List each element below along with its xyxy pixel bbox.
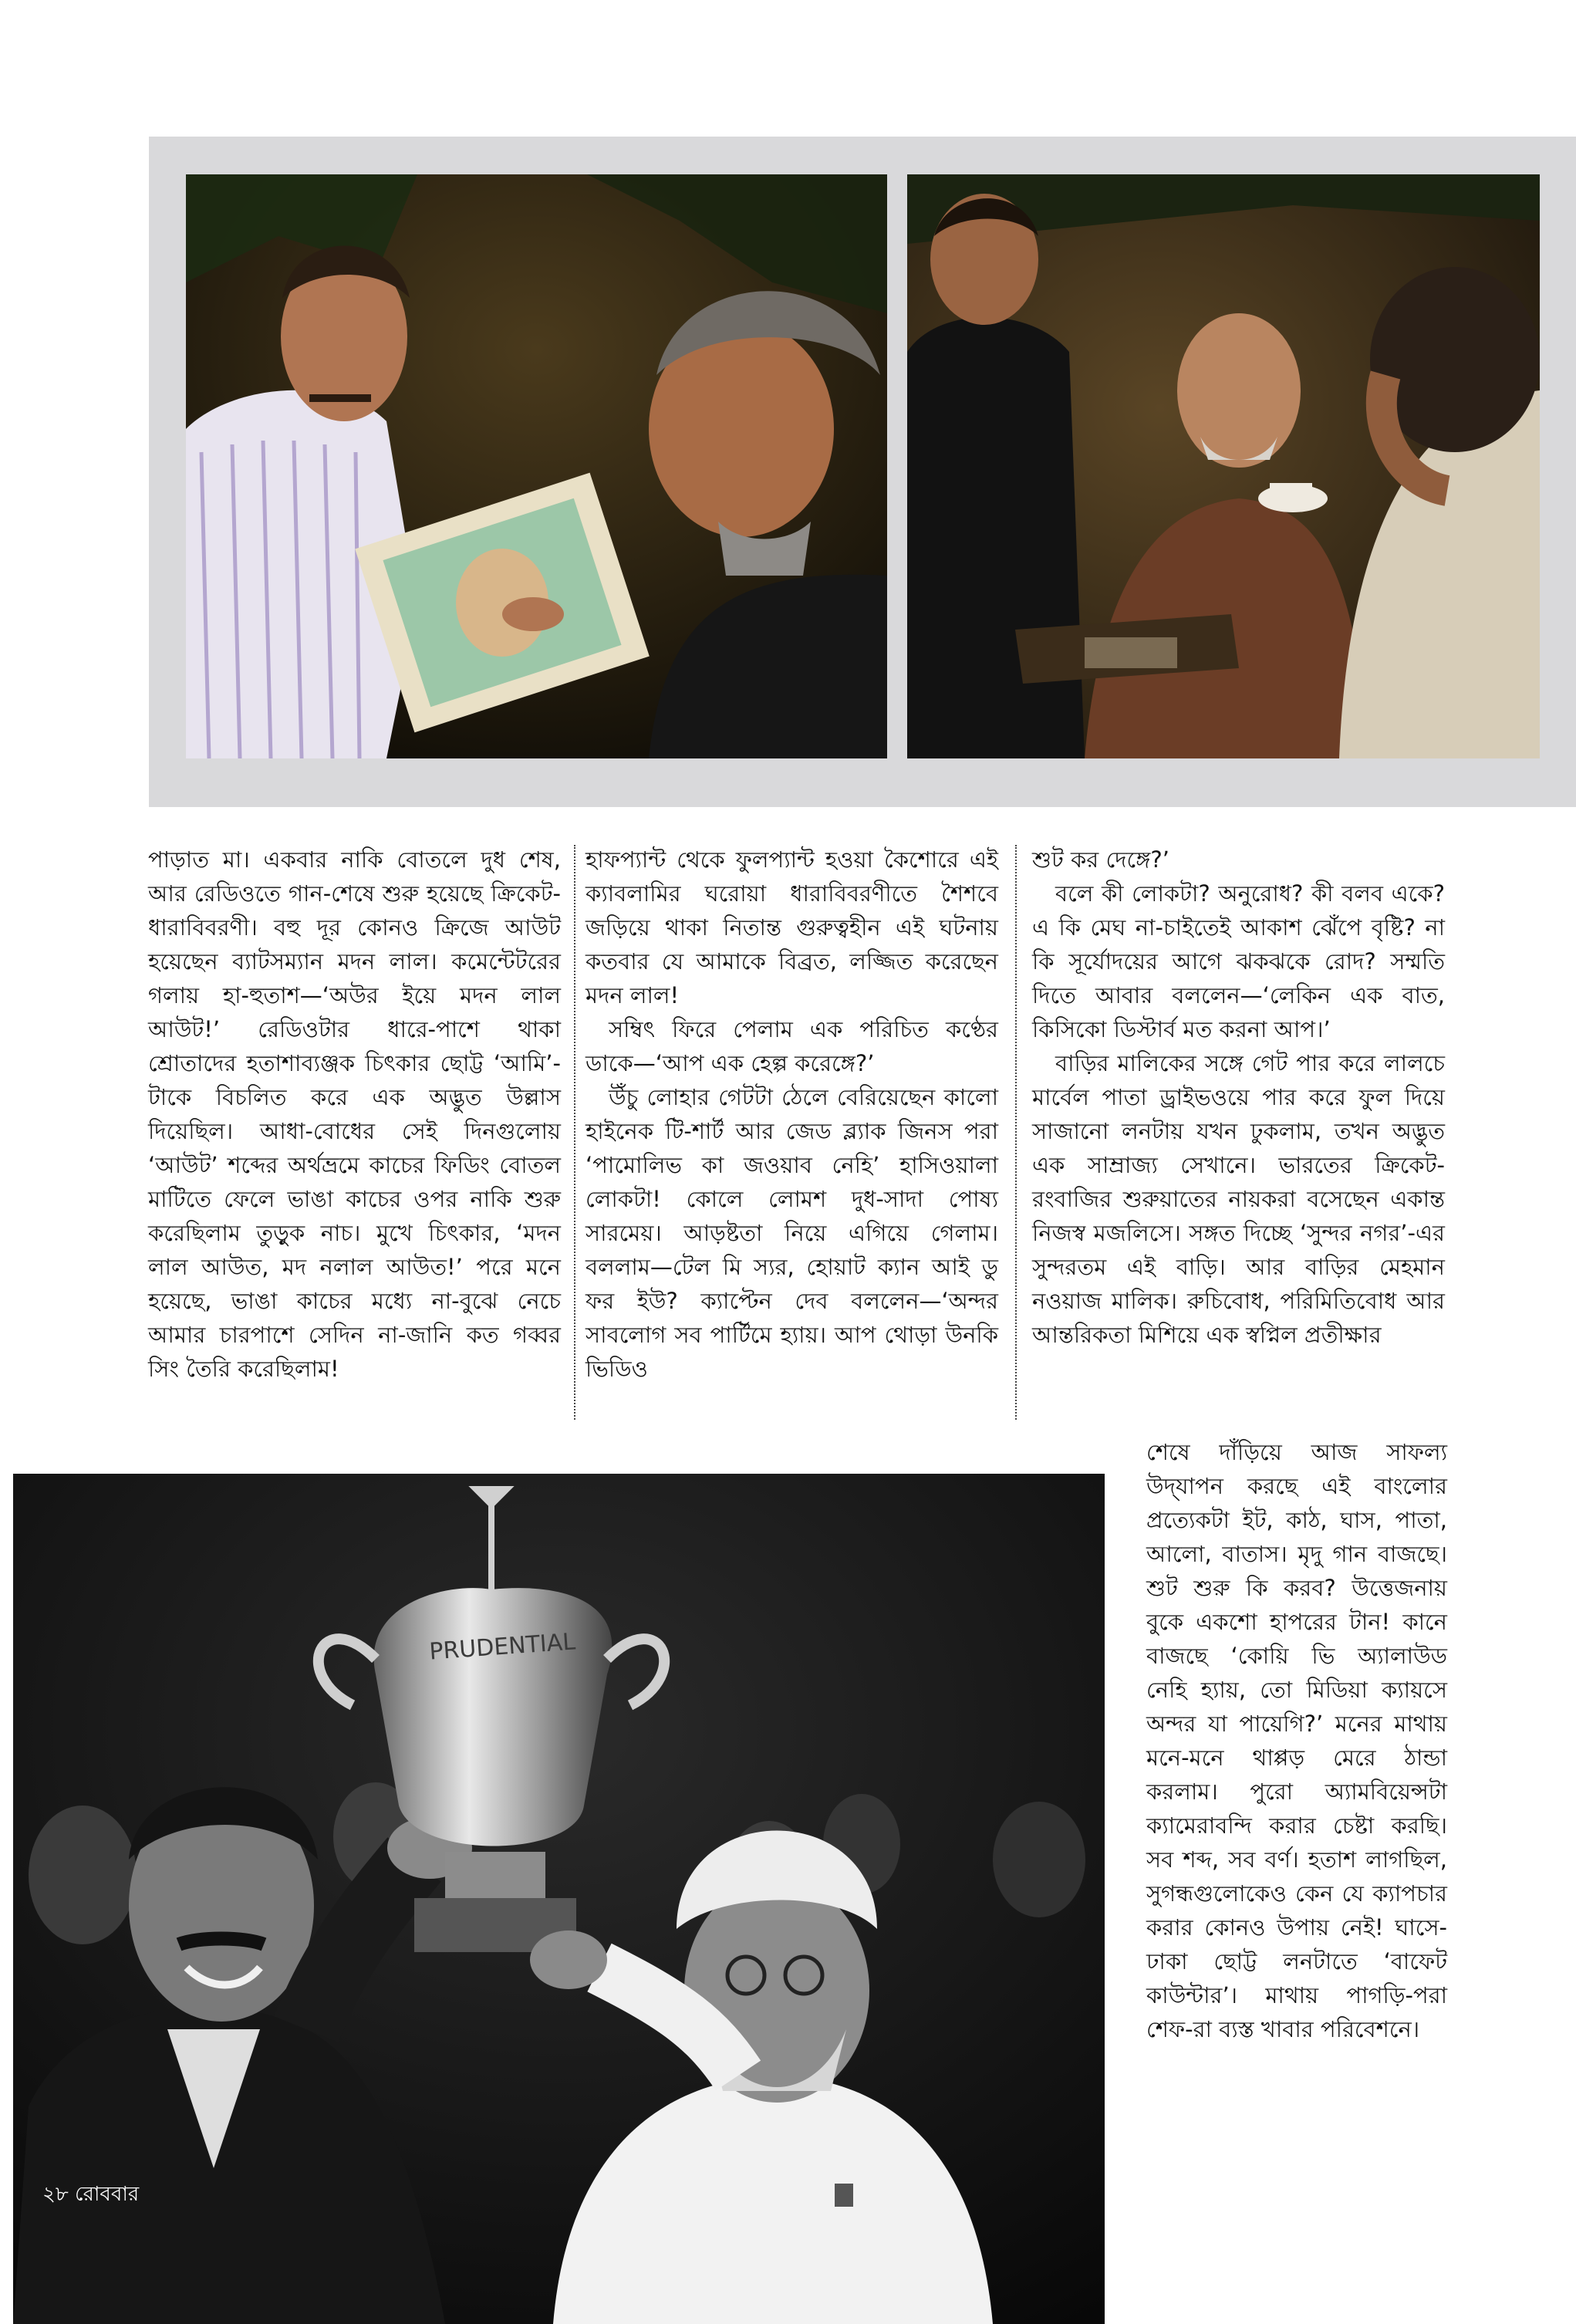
article-paragraph: বলে কী লোকটা? অনুরোধ? কী বলব একে? এ কি মেঘ না-চাইতেই আকাশ ঝেঁপে বৃষ্টি? না কি সূর্যোদয়ের আগে ঝকঝকে রোদ? সম্মতি দিতে আবার বললেন—‘লেকিন এক বাত, কিসিকো ডিস্টার্ব মত করনা আপ।’ [1032, 880, 1445, 1042]
article-paragraph: হাফপ্যান্ট থেকে ফুলপ্যান্ট হওয়া কৈশোরে এই ক্যাবলামির ঘরোয়া ধারাবিবরণীতে শৈশবে জড়িয়ে থাকা নিতান্ত গুরুত্বহীন এই ঘটনায় কতবার যে আমাকে বিব্রত, লজ্জিত করেছেন মদন লাল! [586, 846, 998, 1008]
photo-signing-portrait [186, 174, 887, 758]
column-divider [1015, 845, 1017, 1420]
page-folio: ২৮ রোববার [42, 2183, 140, 2206]
column-divider [574, 845, 575, 1420]
photo-trophy-presentation [13, 1474, 1105, 2324]
article-paragraph: শেষে দাঁড়িয়ে আজ সাফল্য উদ্‌যাপন করছে এই বাংলোর প্রত্যেকটা ইট, কাঠ, ঘাস, পাতা, আলো, বাতাস। মৃদু গান বাজছে। শুট শুরু কি করব? উত্তেজনায় বুকে একশো হাপরের টান! কানে বাজছে ‘কোয়ি ভি অ্যালাউড নেহি হ্যায়, তো মিডিয়া ক্যায়সে অন্দর যা পায়েগি?’ মনের মাথায় মনে-মনে থাপ্পড় মেরে ঠান্ডা করলাম। পুরো অ্যামবিয়েন্সটা ক্যামেরাবন্দি করার চেষ্টা করছি। সব শব্দ, সব বর্ণ। হতাশ লাগছিল, সুগন্ধগুলোকেও কেন যে ক্যাপচার করার কোনও উপায় নেই! ঘাসে-ঢাকা ছোট্ট লনটাতে ‘বাফেট কাউন্টার’। মাথায় পাগড়ি-পরা শেফ-রা ব্যস্ত খাবার পরিবেশনে। [1146, 1439, 1447, 2042]
article-column-2 [586, 843, 998, 1386]
article-column-1 [148, 843, 561, 1386]
article-paragraph: সম্বিৎ ফিরে পেলাম এক পরিচিত কণ্ঠের ডাকে—‘আপ এক হেল্প করেঙ্গে?’ [586, 1016, 998, 1076]
trophy-engraving: PRUDENTIAL [428, 1628, 577, 1666]
article-paragraph: উঁচু লোহার গেটটা ঠেলে বেরিয়েছেন কালো হাইনেক টি-শার্ট আর জেড ব্ল্যাক জিনস পরা ‘পামোলিভ কা জওয়াব নেহি’ হাসিওয়ালা লোকটা! কোলে লোমশ দুধ-সাদা পোষ্য সারমেয়। আড়ষ্টতা নিয়ে এগিয়ে গেলাম। বললাম—টেল মি স্যর, হোয়াট ক্যান আই ডু ফর ইউ? ক্যাপ্টেন দেব বললেন—‘অন্দর সাবলোগ সব পার্টিমে হ্যায়। আপ থোড়া উনকি ভিডিও [586, 1084, 998, 1382]
article-paragraph: শুট কর দেঙ্গে?’ [1032, 846, 1169, 873]
article-column-3 [1032, 843, 1445, 1352]
article-paragraph: বাড়ির মালিকের সঙ্গে গেট পার করে লালচে মার্বেল পাতা ড্রাইভওয়ে পার করে ফুল দিয়ে সাজানো লনটায় যখন ঢুকলাম, তখন অদ্ভুত এক সাম্রাজ্য সেখানে। ভারতের ক্রিকেট-রংবাজির শুরুয়াতের নায়করা বসেছেন একান্ত নিজস্ব মজলিসে। সঙ্গত দিচ্ছে ‘সুন্দর নগর’-এর সুন্দরতম এই বাড়ি। আর বাড়ির মেহমান নওয়াজ মালিক। রুচিবোধ, পরিমিতিবোধ আর আন্তরিকতা মিশিয়ে এক স্বপ্নিল প্রতীক্ষার [1032, 1050, 1445, 1348]
article-paragraph: পাড়াত মা। একবার নাকি বোতলে দুধ শেষ, আর রেডিওতে গান-শেষে শুরু হয়েছে ক্রিকেট-ধারাবিবরণী। বহু দূর কোনও ক্রিজে আউট হয়েছেন ব্যাটসম্যান মদন লাল। কমেন্টেটরের গলায় হা-হুতাশ—‘অউর ইয়ে মদন লাল আউট!’ রেডিওটার ধারে-পাশে থাকা শ্রোতাদের হতাশাব্যঞ্জক চিৎকার ছোট্ট ‘আমি’-টাকে বিচলিত করে এক অদ্ভুত উল্লাস দিয়েছিল। আধা-বোধের সেই দিনগুলোয় ‘আউট’ শব্দের অর্থভ্রমে কাচের ফিডিং বোতল মাটিতে ফেলে ভাঙা কাচের ওপর নাকি শুরু করেছিলাম তুড়ুক নাচ। মুখে চিৎকার, ‘মদন লাল আউত, মদ নলাল আউত!’ পরে মনে হয়েছে, ভাঙা কাচের মধ্যে না-বুঝে নেচে আমার চারপাশে সেদিন না-জানি কত গব্বর সিং তৈরি করেছিলাম! [148, 846, 561, 1382]
article-column-3-continued [1146, 1435, 1447, 2046]
photo-party-guests [907, 174, 1540, 758]
